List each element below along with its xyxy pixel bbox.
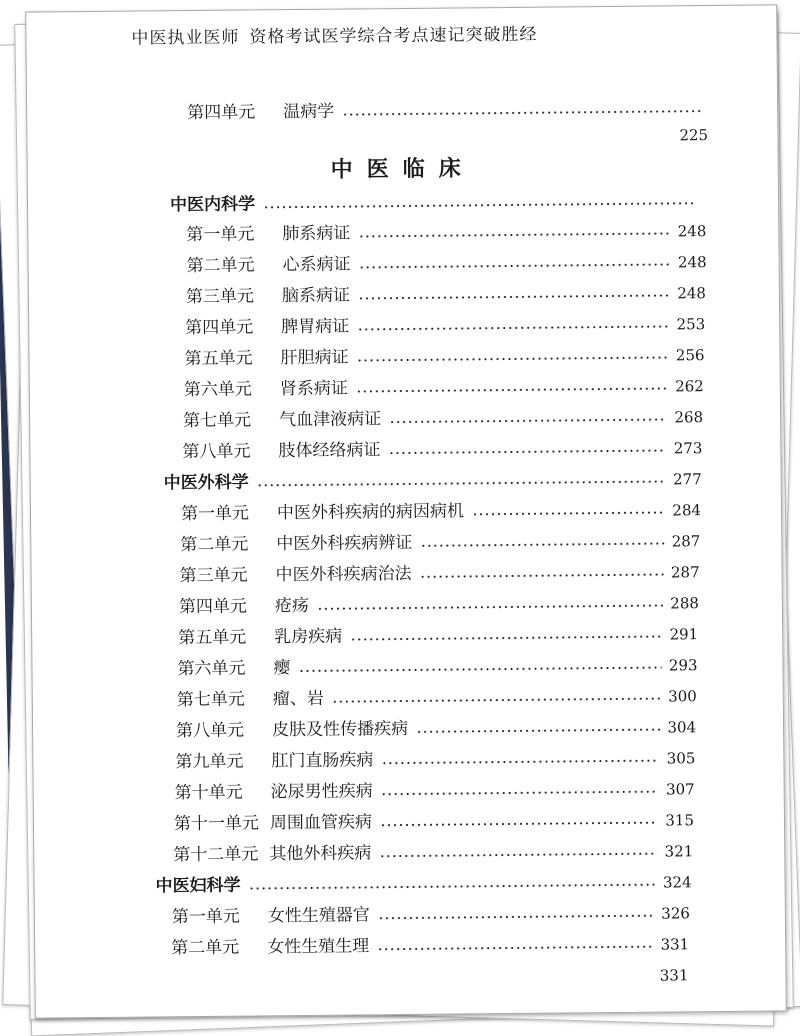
leader-dots bbox=[263, 202, 696, 208]
toc-subject-name: 中医外科学 bbox=[163, 472, 249, 494]
toc-unit-label: 第一单元 bbox=[180, 503, 250, 525]
toc-entry[interactable] bbox=[176, 710, 696, 741]
toc-page-number: 248 bbox=[677, 253, 707, 272]
toc-subject-name: 中医内科学 bbox=[169, 194, 256, 216]
toc-unit-name: 气血津液病证 bbox=[279, 409, 382, 431]
leader-dots bbox=[332, 698, 661, 703]
toc-subject[interactable] bbox=[155, 865, 691, 896]
leader-dots bbox=[388, 449, 666, 454]
running-head-subtitle: 资格考试医学综合考点速记突破胜经 bbox=[249, 24, 538, 48]
toc-unit-name: 肢体经络病证 bbox=[278, 440, 381, 462]
leader-dots bbox=[389, 418, 667, 423]
toc-page-number: 315 bbox=[665, 811, 695, 830]
toc-entry[interactable] bbox=[175, 772, 695, 803]
leader-dots bbox=[416, 729, 660, 733]
toc-unit-label: 第四单元 bbox=[185, 317, 254, 339]
running-head-title: 中医执业医师 bbox=[131, 27, 240, 49]
toc-unit-label: 第二单元 bbox=[171, 937, 240, 959]
toc-unit-label: 第二单元 bbox=[180, 534, 249, 556]
toc-entry[interactable] bbox=[186, 245, 706, 276]
leader-dots bbox=[378, 915, 654, 920]
toc-page-number: 248 bbox=[677, 284, 707, 303]
toc-subject[interactable] bbox=[164, 462, 702, 493]
leader-dots bbox=[377, 946, 653, 951]
section-title: 中医临床 bbox=[330, 155, 475, 183]
toc-entry[interactable] bbox=[186, 276, 706, 307]
toc-unit-label: 第十单元 bbox=[174, 782, 243, 804]
leader-dots bbox=[357, 325, 669, 330]
toc-page-number: 225 bbox=[679, 126, 709, 145]
toc-page-number: 321 bbox=[664, 842, 694, 861]
toc-entry[interactable] bbox=[181, 493, 701, 524]
leader-dots bbox=[472, 512, 665, 516]
toc-entry[interactable] bbox=[179, 555, 699, 586]
toc-entry[interactable] bbox=[182, 431, 702, 462]
toc-unit-name: 皮肤及性传播疾病 bbox=[271, 718, 409, 741]
toc-page-number: 305 bbox=[666, 749, 696, 768]
toc-unit-label: 第五单元 bbox=[184, 348, 253, 370]
toc-page-number: 307 bbox=[665, 780, 695, 799]
toc-unit-name: 疮疡 bbox=[274, 595, 309, 617]
toc-unit-label: 第六单元 bbox=[183, 379, 252, 401]
leader-dots bbox=[350, 636, 662, 641]
toc-unit-label: 第七单元 bbox=[176, 689, 245, 711]
toc-subject[interactable] bbox=[170, 184, 702, 215]
toc-unit-label: 第七单元 bbox=[183, 410, 252, 432]
leader-dots bbox=[356, 387, 668, 392]
toc-entry[interactable] bbox=[180, 524, 700, 555]
toc-page-number: 326 bbox=[661, 904, 690, 923]
toc-unit-name: 脾胃病证 bbox=[281, 316, 350, 338]
toc-entry[interactable] bbox=[177, 679, 697, 710]
toc-unit-label: 第八单元 bbox=[176, 720, 245, 742]
toc-unit-name: 女性生殖器官 bbox=[267, 905, 370, 927]
toc-unit-name: 中医外科疾病治法 bbox=[275, 563, 412, 586]
toc-unit-label: 第八单元 bbox=[182, 441, 251, 463]
toc-page-number: 331 bbox=[660, 935, 690, 954]
toc-unit-label: 第三单元 bbox=[185, 286, 255, 308]
toc-page-number: 291 bbox=[669, 625, 699, 644]
toc-unit-name: 中医外科疾病辨证 bbox=[276, 532, 413, 555]
toc-page-number: 293 bbox=[668, 656, 698, 675]
toc-unit-name: 肝胆病证 bbox=[280, 347, 349, 369]
toc-unit-name: 泌尿男性疾病 bbox=[270, 781, 373, 803]
toc-unit-label: 第十二单元 bbox=[173, 844, 259, 866]
leader-dots bbox=[358, 232, 670, 237]
toc-page-number: 262 bbox=[675, 377, 704, 396]
toc-subject-name: 中医妇科学 bbox=[155, 875, 241, 897]
toc-entry[interactable] bbox=[175, 741, 695, 772]
toc-unit-name: 中医外科疾病的病因病机 bbox=[276, 501, 465, 524]
toc-entry[interactable] bbox=[184, 369, 704, 400]
leader-dots bbox=[359, 263, 671, 268]
leader-dots bbox=[381, 760, 659, 765]
toc-page-number: 300 bbox=[668, 687, 697, 706]
leader-dots bbox=[358, 294, 670, 299]
toc-unit-label: 第六单元 bbox=[177, 658, 246, 680]
leader-dots bbox=[420, 574, 664, 578]
toc-unit-name: 乳房疾病 bbox=[274, 626, 343, 648]
toc-page-number: 284 bbox=[672, 501, 702, 520]
toc-unit-name: 温病学 bbox=[283, 101, 335, 123]
toc-page-number: 287 bbox=[671, 532, 701, 551]
leader-dots bbox=[380, 822, 658, 827]
toc-entry[interactable] bbox=[179, 586, 699, 617]
toc-unit-name: 心系病证 bbox=[282, 254, 351, 276]
toc-entry[interactable] bbox=[171, 927, 689, 958]
toc-unit-label: 第九单元 bbox=[175, 751, 244, 773]
toc-page-number: 273 bbox=[673, 439, 703, 458]
toc-unit-name: 肺系病证 bbox=[282, 223, 351, 245]
leader-dots bbox=[249, 884, 656, 890]
toc-unit-label: 第一单元 bbox=[186, 224, 255, 246]
toc-unit-label: 第一单元 bbox=[171, 906, 240, 928]
toc-unit-name: 瘤、岩 bbox=[272, 688, 324, 710]
toc-page-number: 304 bbox=[667, 718, 697, 737]
toc-unit-name: 周围血管疾病 bbox=[269, 812, 373, 834]
toc-page-number: 277 bbox=[672, 470, 702, 489]
toc-entry[interactable] bbox=[183, 400, 703, 431]
toc-entry[interactable] bbox=[186, 214, 706, 245]
toc-unit-name: 其他外科疾病 bbox=[269, 843, 372, 865]
toc-unit-label: 第十一单元 bbox=[173, 813, 260, 835]
leader-dots bbox=[257, 481, 666, 487]
leader-dots bbox=[357, 356, 669, 361]
toc-page-number: 248 bbox=[677, 222, 707, 241]
toc-entry[interactable] bbox=[174, 803, 694, 834]
toc-entry[interactable] bbox=[172, 896, 690, 927]
toc-page-number: 331 bbox=[659, 966, 689, 985]
toc-page-number: 324 bbox=[662, 873, 692, 892]
toc-entry[interactable] bbox=[185, 307, 705, 338]
toc-unit-label: 第三单元 bbox=[179, 565, 248, 587]
toc-entry[interactable] bbox=[173, 834, 693, 865]
toc-unit-label bbox=[171, 988, 267, 989]
toc-unit-label: 第五单元 bbox=[178, 627, 247, 649]
toc-unit-name: 肾系病证 bbox=[279, 378, 348, 400]
toc-entry[interactable] bbox=[178, 617, 698, 648]
toc-entry[interactable] bbox=[177, 648, 697, 679]
toc-page bbox=[25, 4, 787, 1018]
toc-page-number: 288 bbox=[670, 594, 699, 613]
toc-unit-label: 第四单元 bbox=[178, 596, 248, 618]
running-head bbox=[131, 20, 537, 49]
leader-dots bbox=[420, 543, 664, 547]
toc-entry[interactable] bbox=[170, 958, 688, 989]
leader-dots bbox=[379, 853, 657, 858]
toc-entry[interactable] bbox=[184, 338, 704, 369]
toc-unit-label: 第二单元 bbox=[186, 255, 255, 277]
leader-dots bbox=[381, 791, 659, 796]
toc-page-number: 287 bbox=[670, 563, 700, 582]
toc-entry[interactable] bbox=[187, 92, 707, 123]
toc-page-number: 253 bbox=[676, 315, 706, 334]
leader-dots bbox=[342, 110, 701, 115]
toc-page-number: 256 bbox=[675, 346, 705, 365]
toc-page-number: 268 bbox=[674, 408, 704, 427]
toc-unit-name: 肛门直肠疾病 bbox=[271, 750, 374, 772]
leader-dots bbox=[317, 605, 663, 610]
toc-unit-name: 脑系病证 bbox=[281, 285, 351, 307]
toc-unit-label: 第四单元 bbox=[187, 102, 256, 124]
toc-unit-name: 瘿 bbox=[273, 658, 291, 679]
toc-unit-name: 女性生殖生理 bbox=[267, 936, 370, 958]
leader-dots bbox=[299, 667, 662, 672]
